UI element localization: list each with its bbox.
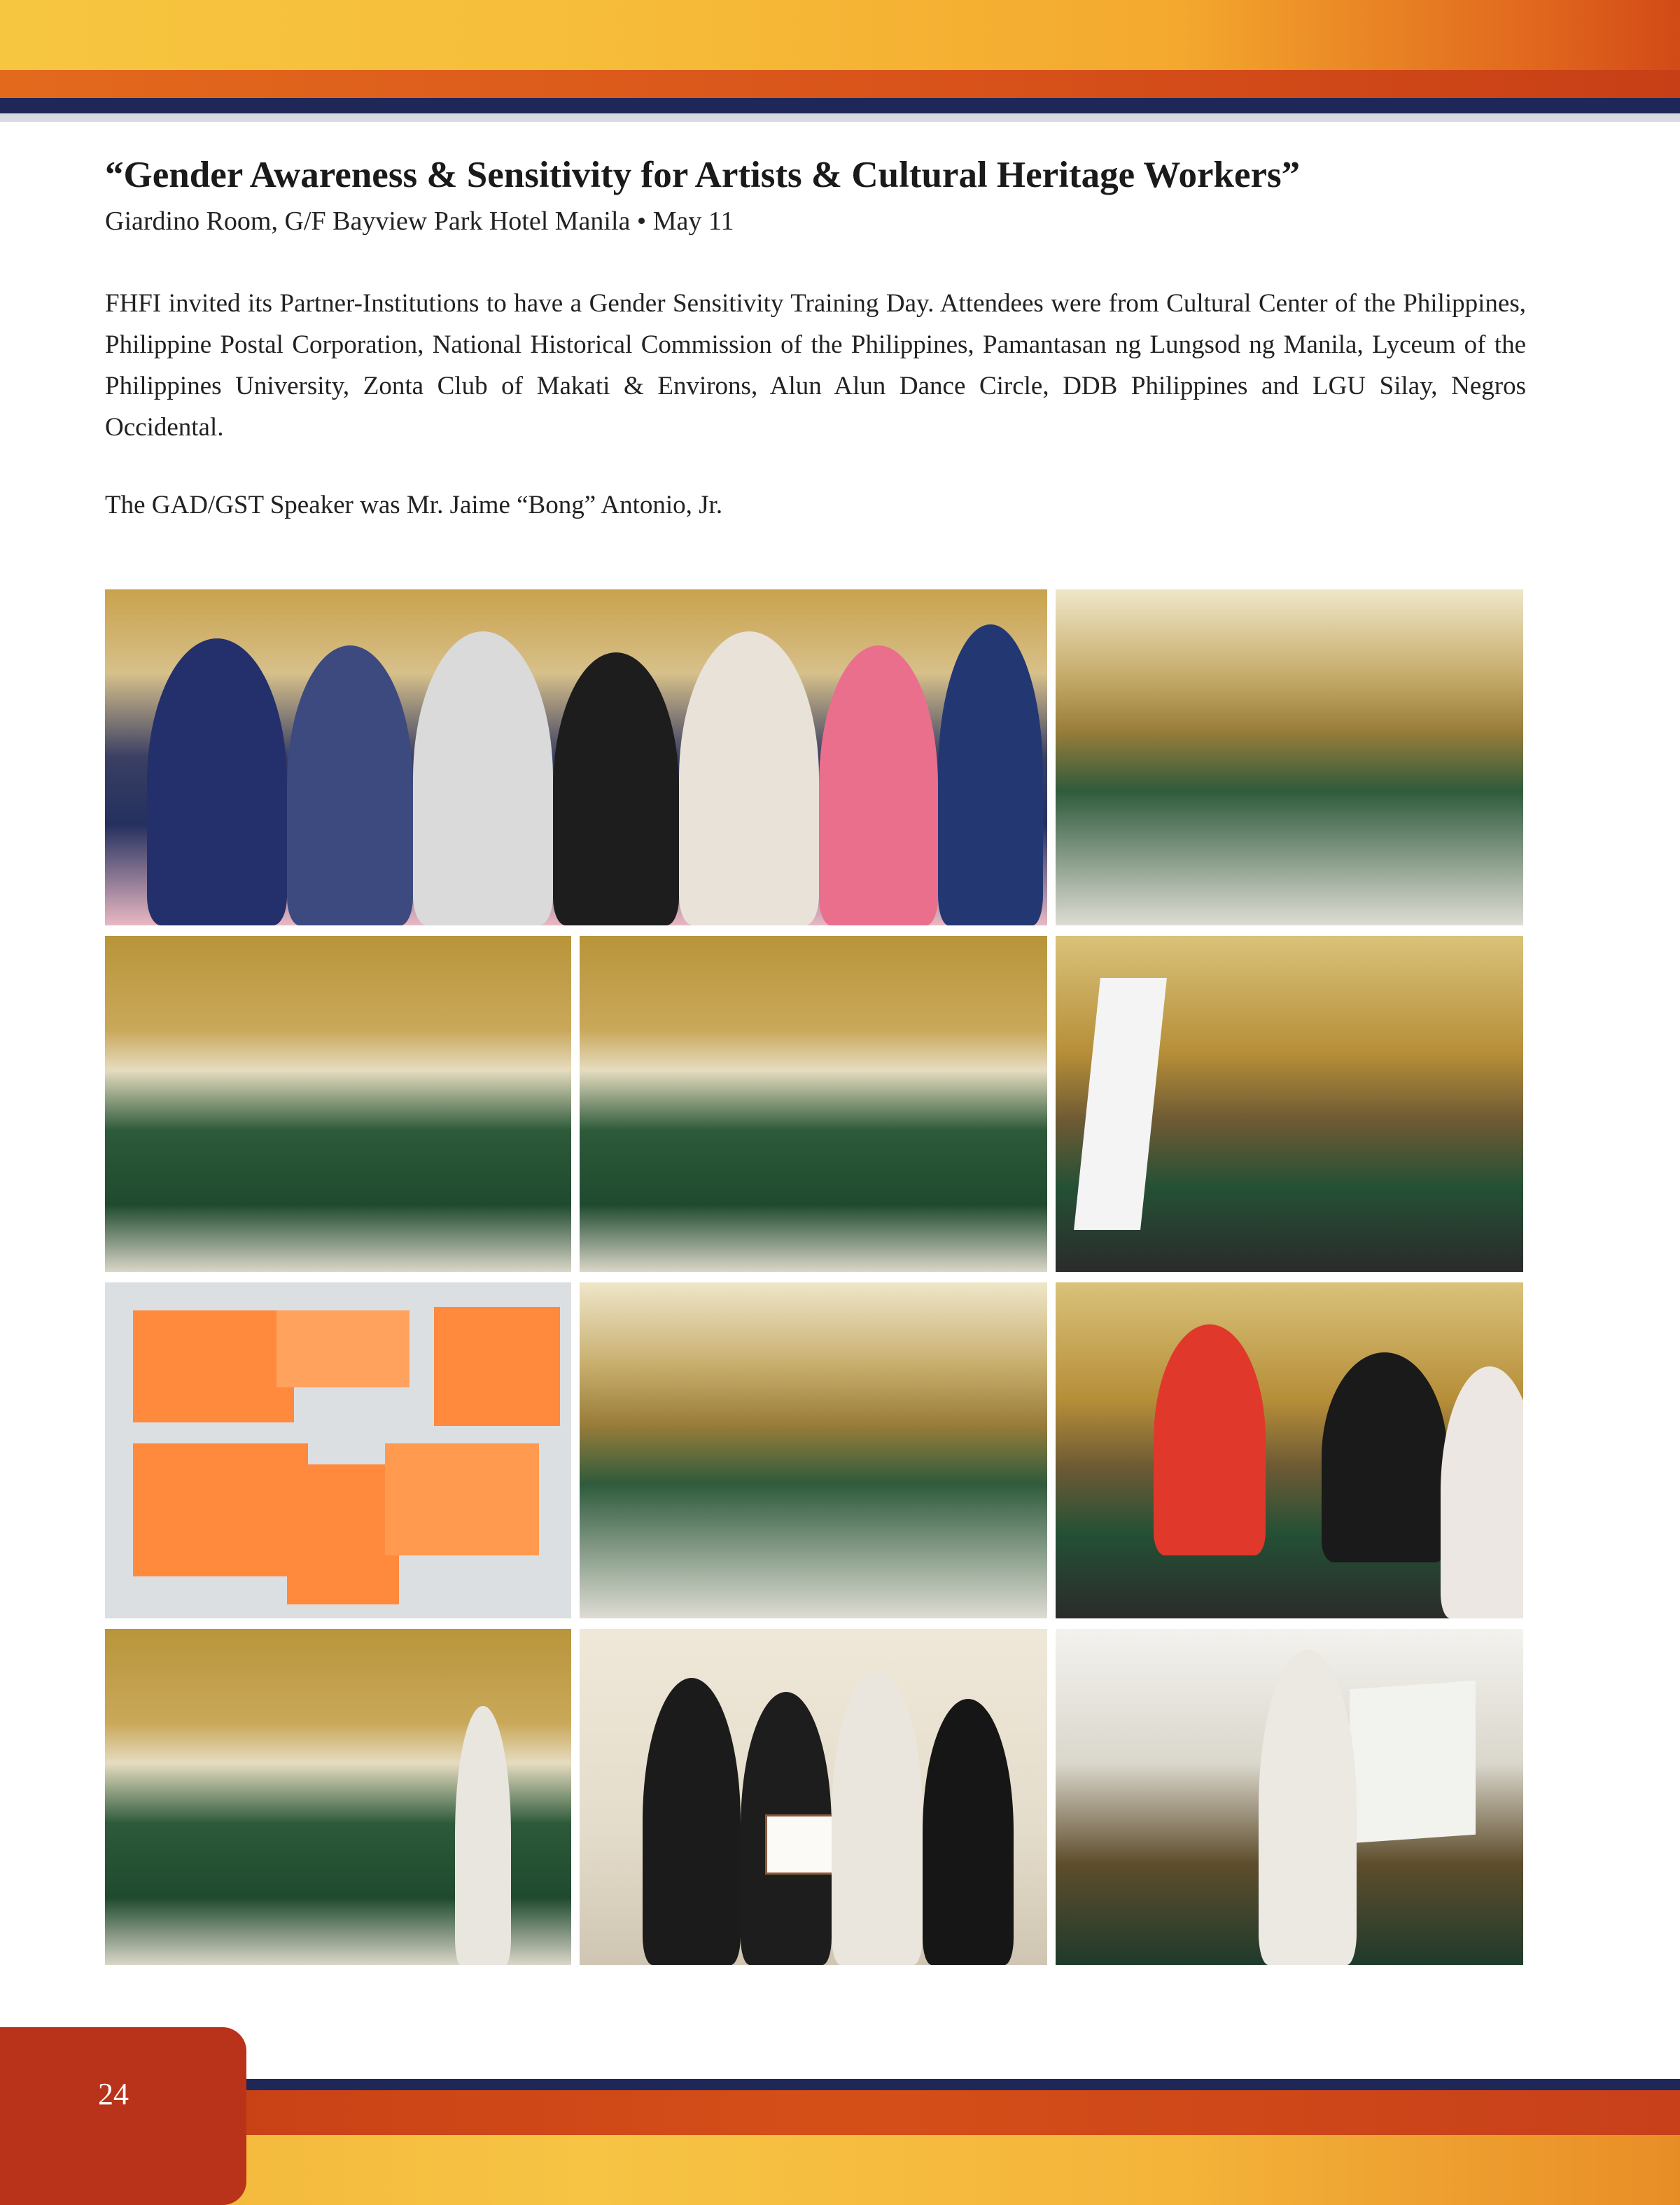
photo-participants-table <box>105 936 571 1272</box>
top-grey-stripe <box>0 113 1680 122</box>
photo-participants-smiling <box>1056 1282 1523 1618</box>
top-banner <box>0 0 1680 70</box>
event-description: FHFI invited its Partner-Institutions to have a Gender Sensitivity Training Day. Attendees were from Cultural Center of the Philippines, Philippine Postal Corporation, National Historical Commission of the Philippines, Pamantasan ng Lungsod ng Manila, Lyceum of the Philippines University, Zonta Club of Makati & Environs, Alun Alun Dance Circle, DDB Philippines and LGU Silay, Negros Occidental. <box>105 289 1526 442</box>
page-title: “Gender Awareness & Sensitivity for Artists & Cultural Heritage Workers” <box>105 155 1301 195</box>
top-orange-stripe <box>0 70 1680 98</box>
footer-orange-stripe <box>0 2090 1680 2135</box>
event-venue-date: Giardino Room, G/F Bayview Park Hotel Manila • May 11 <box>105 206 734 236</box>
speaker-line: The GAD/GST Speaker was Mr. Jaime “Bong” Antonio, Jr. <box>105 491 723 519</box>
photo-speaker-with-microphone <box>1056 1629 1523 1965</box>
photo-certificate-presentation <box>580 1629 1047 1965</box>
footer-yellow-band <box>0 2135 1680 2205</box>
photo-ballroom-overview <box>580 1282 1047 1618</box>
footer-navy-stripe <box>0 2079 1680 2090</box>
page-number-tab <box>0 2027 246 2205</box>
photo-group-portrait <box>105 589 1047 925</box>
photo-flipchart-presentation <box>1056 936 1523 1272</box>
photo-sticky-notes <box>105 1282 571 1618</box>
photo-session-room-wide <box>1056 589 1523 925</box>
photo-group-discussion <box>580 936 1047 1272</box>
photo-speaker-at-table <box>105 1629 571 1965</box>
top-navy-stripe <box>0 98 1680 113</box>
page-number: 24 <box>98 2077 129 2111</box>
